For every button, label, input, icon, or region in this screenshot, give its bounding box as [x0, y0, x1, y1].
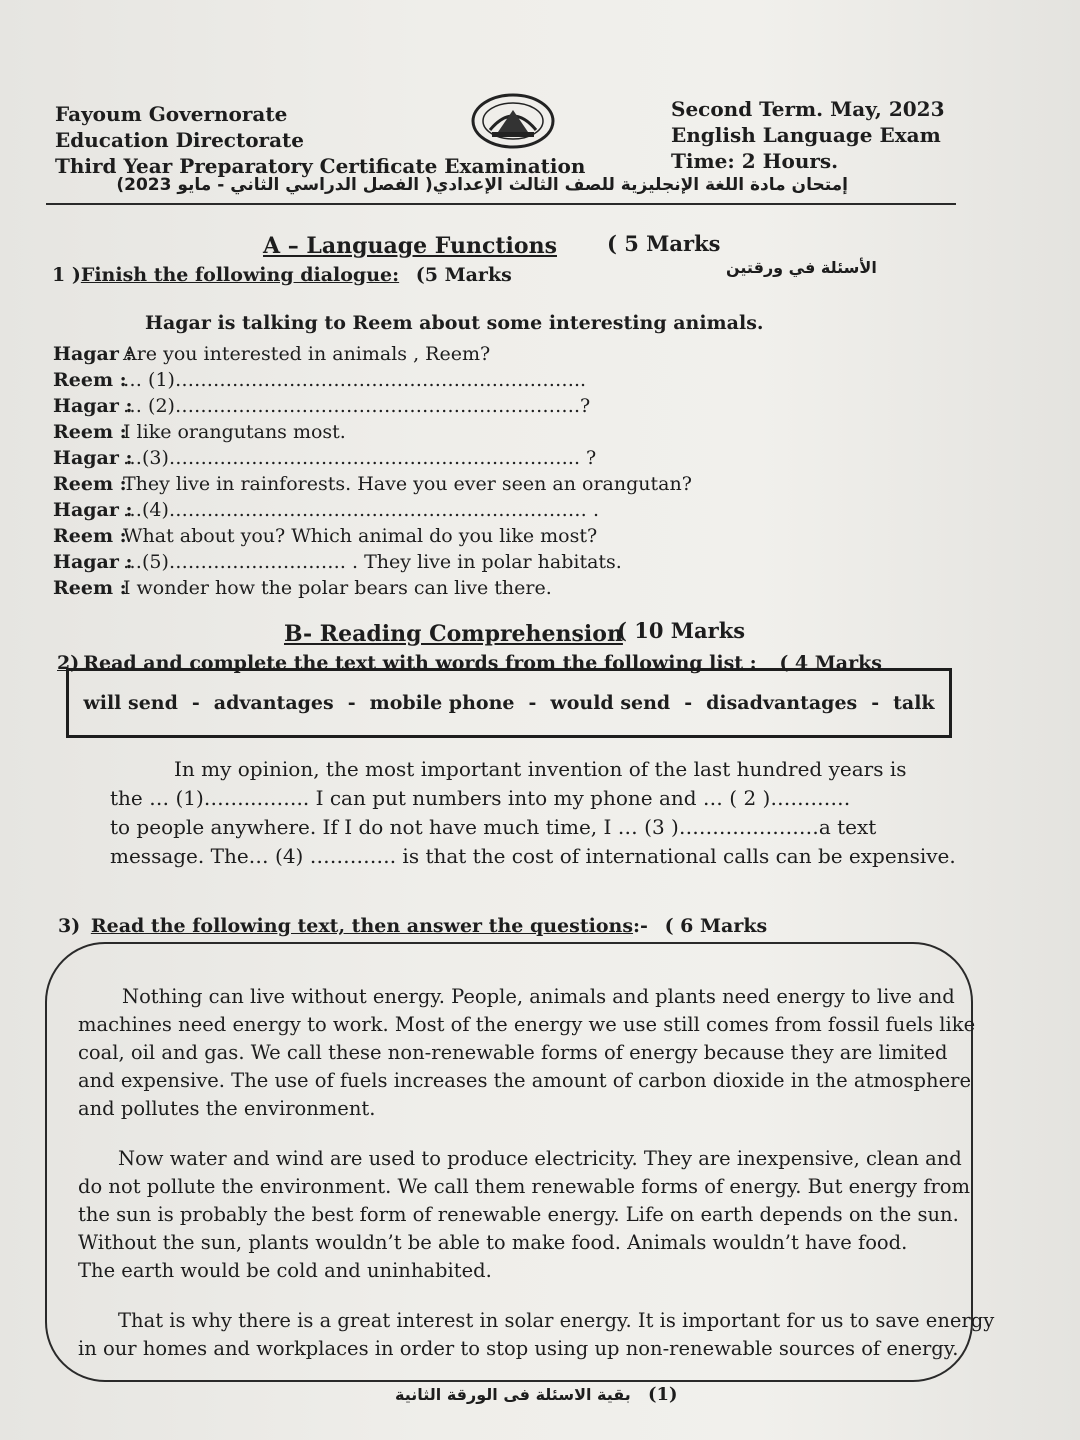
- line-text: They live in rainforests. Have you ever seen an orangutan?: [123, 473, 692, 495]
- line-text: I like orangutans most.: [123, 421, 346, 443]
- arabic-exam-title: إمتحان مادة اللغة الإنجليزية للصف الثالث الإعدادي( الفصل الدراسي الثاني - مايو 2023): [116, 175, 848, 195]
- paragraph-line: to people anywhere. If I do not have much time, I … (3 )…………………a text: [110, 815, 877, 839]
- speaker: Reem :: [53, 525, 127, 547]
- line-text: …(5)………………………. . They live in polar habitats.: [123, 551, 622, 573]
- dialogue-line: [53, 341, 692, 367]
- word-separator: -: [684, 692, 693, 714]
- header-directorate: Education Directorate: [55, 128, 305, 152]
- header-subject: English Language Exam: [671, 123, 941, 147]
- header-term: Second Term. May, 2023: [671, 97, 945, 121]
- question-1-marks: (5 Marks: [415, 264, 512, 286]
- question-1-title: Finish the following dialogue:: [80, 264, 400, 286]
- dialogue-intro: Hagar is talking to Reem about some interesting animals.: [145, 312, 764, 334]
- question-2-paragraph: [110, 755, 956, 871]
- question-2-title: Read and complete the text with words from the following list :: [83, 652, 757, 674]
- dialogue-line: [53, 419, 692, 445]
- speaker: Reem :: [53, 473, 127, 495]
- word-option: disadvantages: [706, 692, 858, 714]
- passage-line: Nothing can live without energy. People, animals and plants need energy to live and: [122, 985, 955, 1008]
- passage-line: Now water and wind are used to produce electricity. They are inexpensive, clean and: [118, 1147, 962, 1170]
- word-separator: -: [347, 692, 356, 714]
- word-separator: -: [528, 692, 537, 714]
- passage-line: That is why there is a great interest in solar energy. It is important for us to save energy: [118, 1309, 995, 1332]
- question-2-marks: ( 4 Marks: [779, 652, 882, 674]
- word-option: advantages: [213, 692, 334, 714]
- page-number: (1): [648, 1384, 678, 1405]
- dialogue: [53, 341, 692, 601]
- section-a-marks: ( 5 Marks: [607, 231, 721, 256]
- passage-line: The earth would be cold and uninhabited.: [78, 1259, 492, 1282]
- passage-line: the sun is probably the best form of renewable energy. Life on earth depends on the sun.: [78, 1203, 959, 1226]
- word-option: will send: [83, 692, 178, 714]
- question-1-heading: [52, 264, 512, 286]
- paragraph-line: message. The… (4) …………. is that the cost of international calls can be expensive.: [110, 844, 956, 868]
- passage-line: machines need energy to work. Most of the energy we use still comes from fossil fuels like: [78, 1013, 976, 1036]
- dialogue-line: [53, 445, 692, 471]
- line-text: Are you interested in animals , Reem?: [123, 343, 491, 365]
- question-3-title: Read the following text, then answer the questions: [90, 915, 634, 937]
- section-b-title: B- Reading Comprehension: [284, 621, 623, 647]
- passage-line: in our homes and workplaces in order to stop using up non-renewable sources of energy.: [78, 1337, 959, 1360]
- header-governorate: Fayoum Governorate: [55, 102, 288, 126]
- question-2-number: 2): [57, 652, 80, 674]
- speaker: Hagar :: [53, 499, 133, 521]
- paragraph-line: the … (1)……..…….. I can put numbers into my phone and … ( 2 )…………: [110, 786, 851, 810]
- passage-line: and pollutes the environment.: [78, 1097, 376, 1120]
- dialogue-line: [53, 393, 692, 419]
- word-option: talk: [893, 692, 935, 714]
- word-option: would send: [550, 692, 671, 714]
- line-text: … (2)……………………………………………………….?: [123, 395, 591, 417]
- header-divider: [46, 203, 956, 205]
- question-3-marks: ( 6 Marks: [664, 915, 768, 937]
- question-3-suffix: :-: [633, 915, 648, 937]
- speaker: Reem :: [53, 421, 127, 443]
- dialogue-line: [53, 549, 692, 575]
- header-right: [671, 96, 945, 174]
- passage-line: do not pollute the environment. We call them renewable forms of energy. But energy from: [78, 1175, 971, 1198]
- question-3-number: 3): [58, 915, 81, 937]
- speaker: Hagar :: [53, 395, 133, 417]
- dialogue-line: [53, 367, 692, 393]
- speaker: Hagar :: [53, 343, 133, 365]
- paragraph-line: In my opinion, the most important invention of the last hundred years is: [174, 757, 907, 781]
- dialogue-line: [53, 497, 692, 523]
- passage-line: Without the sun, plants wouldn’t be able to make food. Animals wouldn’t have food.: [78, 1231, 908, 1254]
- passage-line: coal, oil and gas. We call these non-renewable forms of energy because they are limited: [78, 1041, 948, 1064]
- speaker: Reem :: [53, 369, 127, 391]
- word-option: mobile phone: [369, 692, 515, 714]
- header-examination: Third Year Preparatory Certificate Examination: [55, 154, 586, 178]
- line-text: …(3)……………………………………………………….. ?: [123, 447, 597, 469]
- line-text: … (1)………………………………………………………..: [123, 369, 587, 391]
- paragraph-gap: [78, 1285, 994, 1307]
- footer-note: بقية الاسئلة فى الورقة الثانية: [395, 1385, 631, 1404]
- line-text: I wonder how the polar bears can live there.: [123, 577, 552, 599]
- word-list-box: [66, 668, 952, 738]
- question-3-heading: [58, 915, 767, 937]
- governorate-emblem-icon: [470, 92, 556, 150]
- line-text: …(4)………………………………………………………… .: [123, 499, 599, 521]
- speaker: Reem :: [53, 577, 127, 599]
- passage-line: and expensive. The use of fuels increases the amount of carbon dioxide in the atmosphere: [78, 1069, 971, 1092]
- word-separator: -: [871, 692, 880, 714]
- two-papers-note: الأسئلة في ورقتين: [726, 258, 877, 277]
- speaker: Hagar :: [53, 551, 133, 573]
- question-1-number: 1 ): [52, 264, 81, 286]
- word-separator: -: [191, 692, 200, 714]
- section-b-marks: ( 10 Marks: [617, 618, 746, 643]
- dialogue-line: [53, 575, 692, 601]
- section-a-title: A – Language Functions: [263, 233, 557, 259]
- speaker: Hagar :: [53, 447, 133, 469]
- dialogue-line: [53, 523, 692, 549]
- header-time: Time: 2 Hours.: [671, 149, 839, 173]
- paragraph-gap: [78, 1123, 994, 1145]
- reading-passage: [78, 983, 994, 1363]
- dialogue-line: [53, 471, 692, 497]
- line-text: What about you? Which animal do you like most?: [123, 525, 598, 547]
